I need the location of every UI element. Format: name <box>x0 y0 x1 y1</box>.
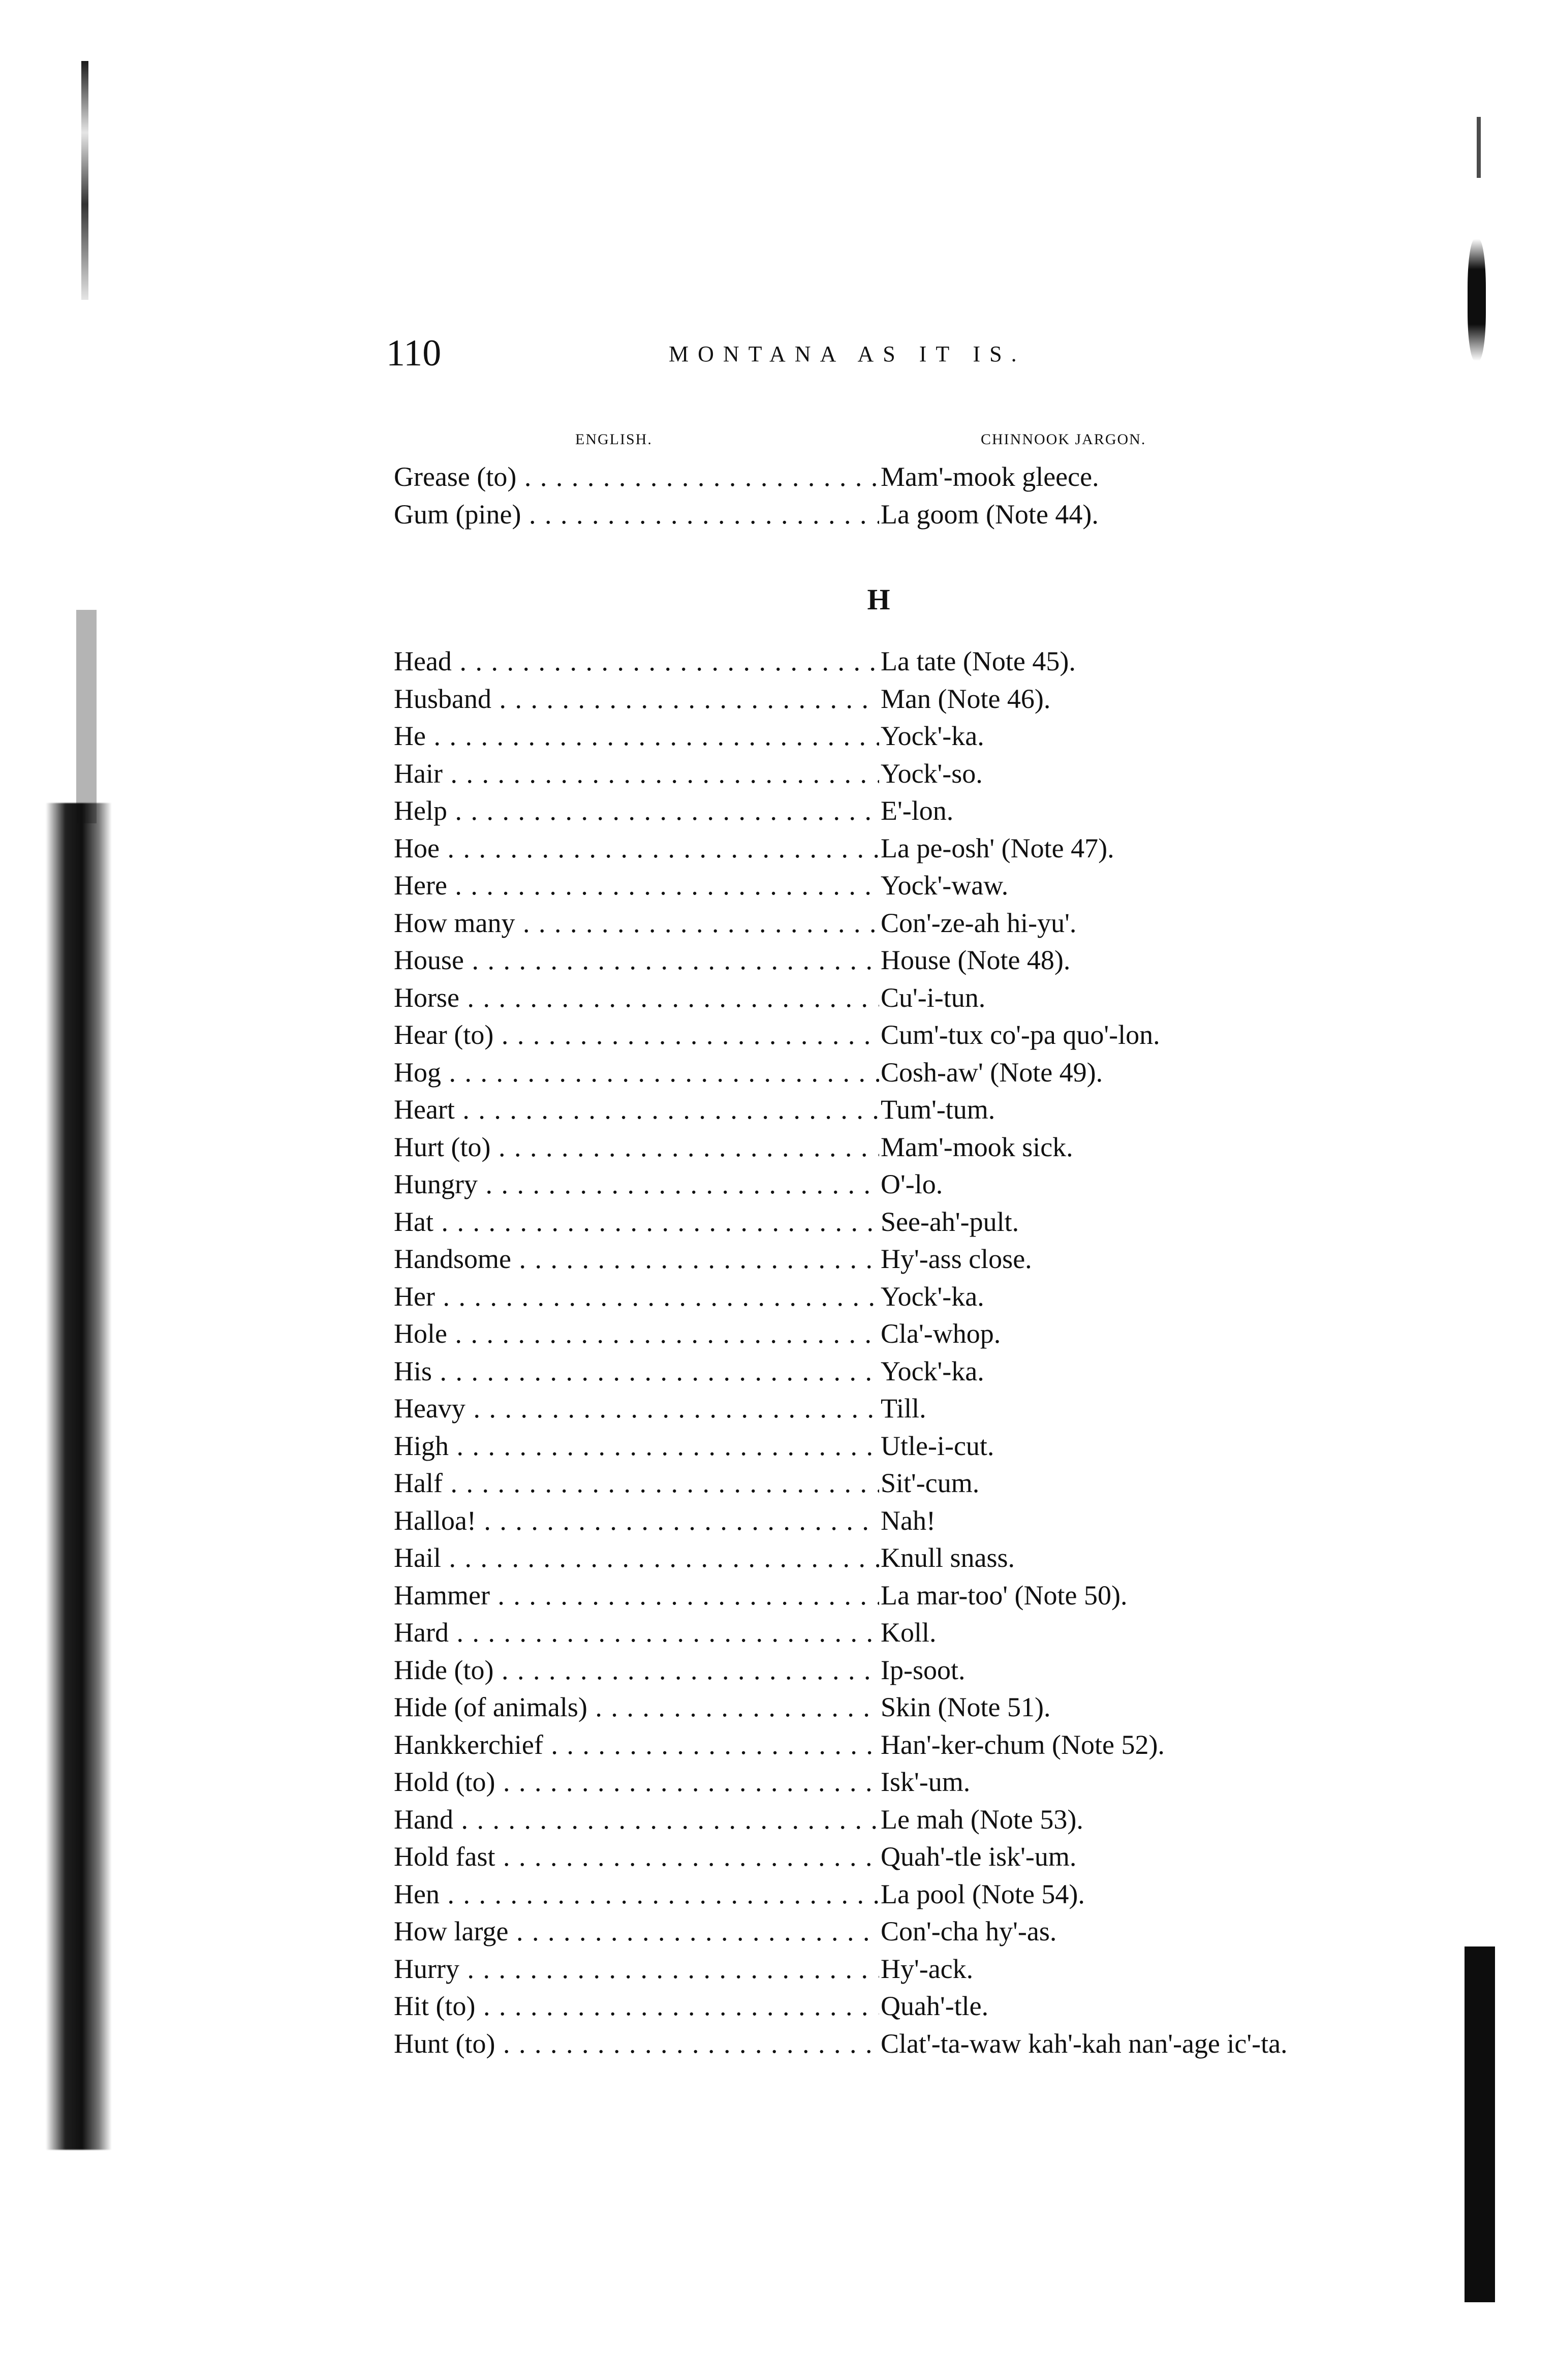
chinook-term: Le mah (Note 53). <box>881 1804 1083 1835</box>
chinook-term: Yock'-ka. <box>881 721 984 751</box>
vocabulary-entry <box>394 1502 1410 1540</box>
scan-artifact-mid-left <box>76 610 97 823</box>
section-g-entries <box>394 458 1410 533</box>
chinook-term: Ip-soot. <box>881 1654 966 1685</box>
vocabulary-entry <box>394 643 1410 681</box>
vocabulary-entry <box>394 1801 1410 1839</box>
english-term: Half . . . <box>394 1465 879 1502</box>
vocabulary-entry <box>394 1577 1410 1615</box>
english-term: Husband . . . <box>394 681 879 718</box>
english-term: Head . . . <box>394 643 879 681</box>
chinook-term: Quah'-tle isk'-um. <box>881 1841 1077 1872</box>
chinook-term: Con'-cha hy'-as. <box>881 1916 1057 1946</box>
vocabulary-entry <box>394 496 1410 534</box>
vocabulary-entry <box>394 681 1410 718</box>
english-term: Halloa! . . . <box>394 1502 879 1540</box>
english-term: Help . . . <box>394 792 879 830</box>
chinook-term: See-ah'-pult. <box>881 1206 1019 1237</box>
english-term: His . . . <box>394 1353 879 1390</box>
english-term: Hand . . . <box>394 1801 879 1839</box>
scan-artifact-top-left <box>81 61 88 300</box>
english-term: Hungry . . . <box>394 1166 879 1203</box>
chinook-term: Yock'-ka. <box>881 1281 984 1312</box>
english-term: Hole . . . <box>394 1315 879 1353</box>
vocabulary-entry <box>394 1129 1410 1166</box>
scan-artifact-top-right <box>1477 117 1481 178</box>
chinook-term: O'-lo. <box>881 1169 943 1199</box>
page-number: 110 <box>386 332 442 374</box>
vocabulary-entry <box>394 1465 1410 1502</box>
chinook-term: Sit'-cum. <box>881 1468 980 1498</box>
chinook-term: Mam'-mook gleece. <box>881 461 1099 492</box>
english-term: Hide (of animals) . . . <box>394 1689 879 1726</box>
vocabulary-entry <box>394 1988 1410 2025</box>
chinook-term: Han'-ker-chum (Note 52). <box>881 1729 1165 1760</box>
chinook-term: House (Note 48). <box>881 945 1071 975</box>
english-term: Hammer . . . <box>394 1577 879 1615</box>
vocabulary-entry <box>394 1016 1410 1054</box>
chinook-term: Man (Note 46). <box>881 683 1051 714</box>
english-term: Handsome . . . <box>394 1241 879 1278</box>
chinook-term: Isk'-um. <box>881 1767 971 1797</box>
vocabulary-entry <box>394 1838 1410 1876</box>
english-term: Her . . . <box>394 1278 879 1316</box>
english-term: Heavy . . . <box>394 1390 879 1428</box>
english-term: House . . . <box>394 942 879 979</box>
vocabulary-entry <box>394 458 1410 496</box>
english-term: Hold fast . . . <box>394 1838 879 1876</box>
english-term: Hit (to) . . . <box>394 1988 879 2025</box>
section-letter-h: H <box>867 583 891 616</box>
chinook-term: Hy'-ass close. <box>881 1244 1032 1274</box>
chinook-term: Yock'-ka. <box>881 1355 984 1386</box>
english-term: Hoe . . . <box>394 830 879 868</box>
running-head <box>386 330 1148 376</box>
vocabulary-entry <box>394 830 1410 868</box>
vocabulary-entry <box>394 792 1410 830</box>
vocabulary-entry <box>394 1726 1410 1764</box>
vocabulary-entry <box>394 1203 1410 1241</box>
english-term: Hurry . . . <box>394 1951 879 1988</box>
scan-artifact-left-margin <box>46 803 112 2150</box>
vocabulary-entry <box>394 1241 1410 1278</box>
vocabulary-entry <box>394 2025 1410 2063</box>
english-term: Grease (to) . . . <box>394 458 879 496</box>
column-header-chinook: CHINNOOK JARGON. <box>981 431 1146 448</box>
english-term: Hide (to) . . . <box>394 1652 879 1689</box>
chinook-term: La pe-osh' (Note 47). <box>881 832 1114 863</box>
vocabulary-entry <box>394 942 1410 979</box>
english-term: Here . . . <box>394 867 879 905</box>
scan-artifact-bottom-right <box>1465 1946 1495 2302</box>
chinook-term: Tum'-tum. <box>881 1094 995 1125</box>
chinook-term: La mar-too' (Note 50). <box>881 1580 1128 1611</box>
english-term: How large . . . <box>394 1913 879 1951</box>
vocabulary-entry <box>394 1876 1410 1913</box>
vocabulary-entry <box>394 867 1410 905</box>
english-term: Hen . . . <box>394 1876 879 1913</box>
chinook-term: Nah! <box>881 1505 936 1536</box>
chinook-term: Cum'-tux co'-pa quo'-lon. <box>881 1019 1160 1050</box>
vocabulary-entry <box>394 1951 1410 1988</box>
chinook-term: Cosh-aw' (Note 49). <box>881 1057 1103 1088</box>
vocabulary-entry <box>394 1913 1410 1951</box>
vocabulary-entry <box>394 1390 1410 1428</box>
chinook-term: Hy'-ack. <box>881 1953 974 1984</box>
chinook-term: Clat'-ta-waw kah'-kah nan'-age ic'-ta. <box>881 2028 1288 2059</box>
vocabulary-entry <box>394 1428 1410 1465</box>
chinook-term: Knull snass. <box>881 1542 1015 1573</box>
chinook-term: Cla'-whop. <box>881 1318 1001 1349</box>
vocabulary-entry <box>394 1614 1410 1652</box>
english-term: Hear (to) . . . <box>394 1016 879 1054</box>
vocabulary-entry <box>394 1652 1410 1689</box>
english-term: Hold (to) . . . <box>394 1764 879 1801</box>
chinook-term: Skin (Note 51). <box>881 1692 1051 1722</box>
vocabulary-entry <box>394 718 1410 755</box>
chinook-term: Con'-ze-ah hi-yu'. <box>881 907 1077 938</box>
column-headers <box>386 431 1250 451</box>
chinook-term: Yock'-so. <box>881 758 983 789</box>
vocabulary-entry <box>394 1054 1410 1092</box>
column-header-english: ENGLISH. <box>575 431 652 448</box>
english-term: He . . . <box>394 718 879 755</box>
vocabulary-entry <box>394 1689 1410 1726</box>
chinook-term: Quah'-tle. <box>881 1991 989 2021</box>
english-term: How many . . . <box>394 905 879 942</box>
english-term: Hard . . . <box>394 1614 879 1652</box>
chinook-term: Utle-i-cut. <box>881 1430 994 1461</box>
vocabulary-entry <box>394 979 1410 1017</box>
chinook-term: La tate (Note 45). <box>881 646 1076 676</box>
vocabulary-entry <box>394 905 1410 942</box>
english-term: Heart . . . <box>394 1091 879 1129</box>
vocabulary-entry <box>394 1315 1410 1353</box>
vocabulary-entry <box>394 1278 1410 1316</box>
scan-artifact-right-blot <box>1468 239 1486 361</box>
vocabulary-entry <box>394 1539 1410 1577</box>
english-term: Hair . . . <box>394 755 879 793</box>
chinook-term: Yock'-waw. <box>881 870 1009 901</box>
english-term: Horse . . . <box>394 979 879 1017</box>
english-term: Hail . . . <box>394 1539 879 1577</box>
english-term: Hat . . . <box>394 1203 879 1241</box>
section-h-entries <box>394 643 1410 2062</box>
running-title: MONTANA AS IT IS. <box>669 342 1026 366</box>
chinook-term: Cu'-i-tun. <box>881 982 986 1013</box>
english-term: Hurt (to) . . . <box>394 1129 879 1166</box>
chinook-term: Mam'-mook sick. <box>881 1131 1073 1162</box>
vocabulary-entry <box>394 755 1410 793</box>
vocabulary-entry <box>394 1166 1410 1203</box>
english-term: Hankkerchief . . . <box>394 1726 879 1764</box>
chinook-term: La goom (Note 44). <box>881 499 1099 530</box>
vocabulary-entry <box>394 1764 1410 1801</box>
english-term: High . . . <box>394 1428 879 1465</box>
english-term: Gum (pine) . . . <box>394 496 879 534</box>
vocabulary-entry <box>394 1353 1410 1390</box>
english-term: Hunt (to) . . . <box>394 2025 879 2063</box>
vocabulary-entry <box>394 1091 1410 1129</box>
chinook-term: Till. <box>881 1393 926 1424</box>
chinook-term: La pool (Note 54). <box>881 1878 1085 1909</box>
chinook-term: Koll. <box>881 1617 937 1648</box>
chinook-term: E'-lon. <box>881 795 954 826</box>
english-term: Hog . . . <box>394 1054 879 1092</box>
